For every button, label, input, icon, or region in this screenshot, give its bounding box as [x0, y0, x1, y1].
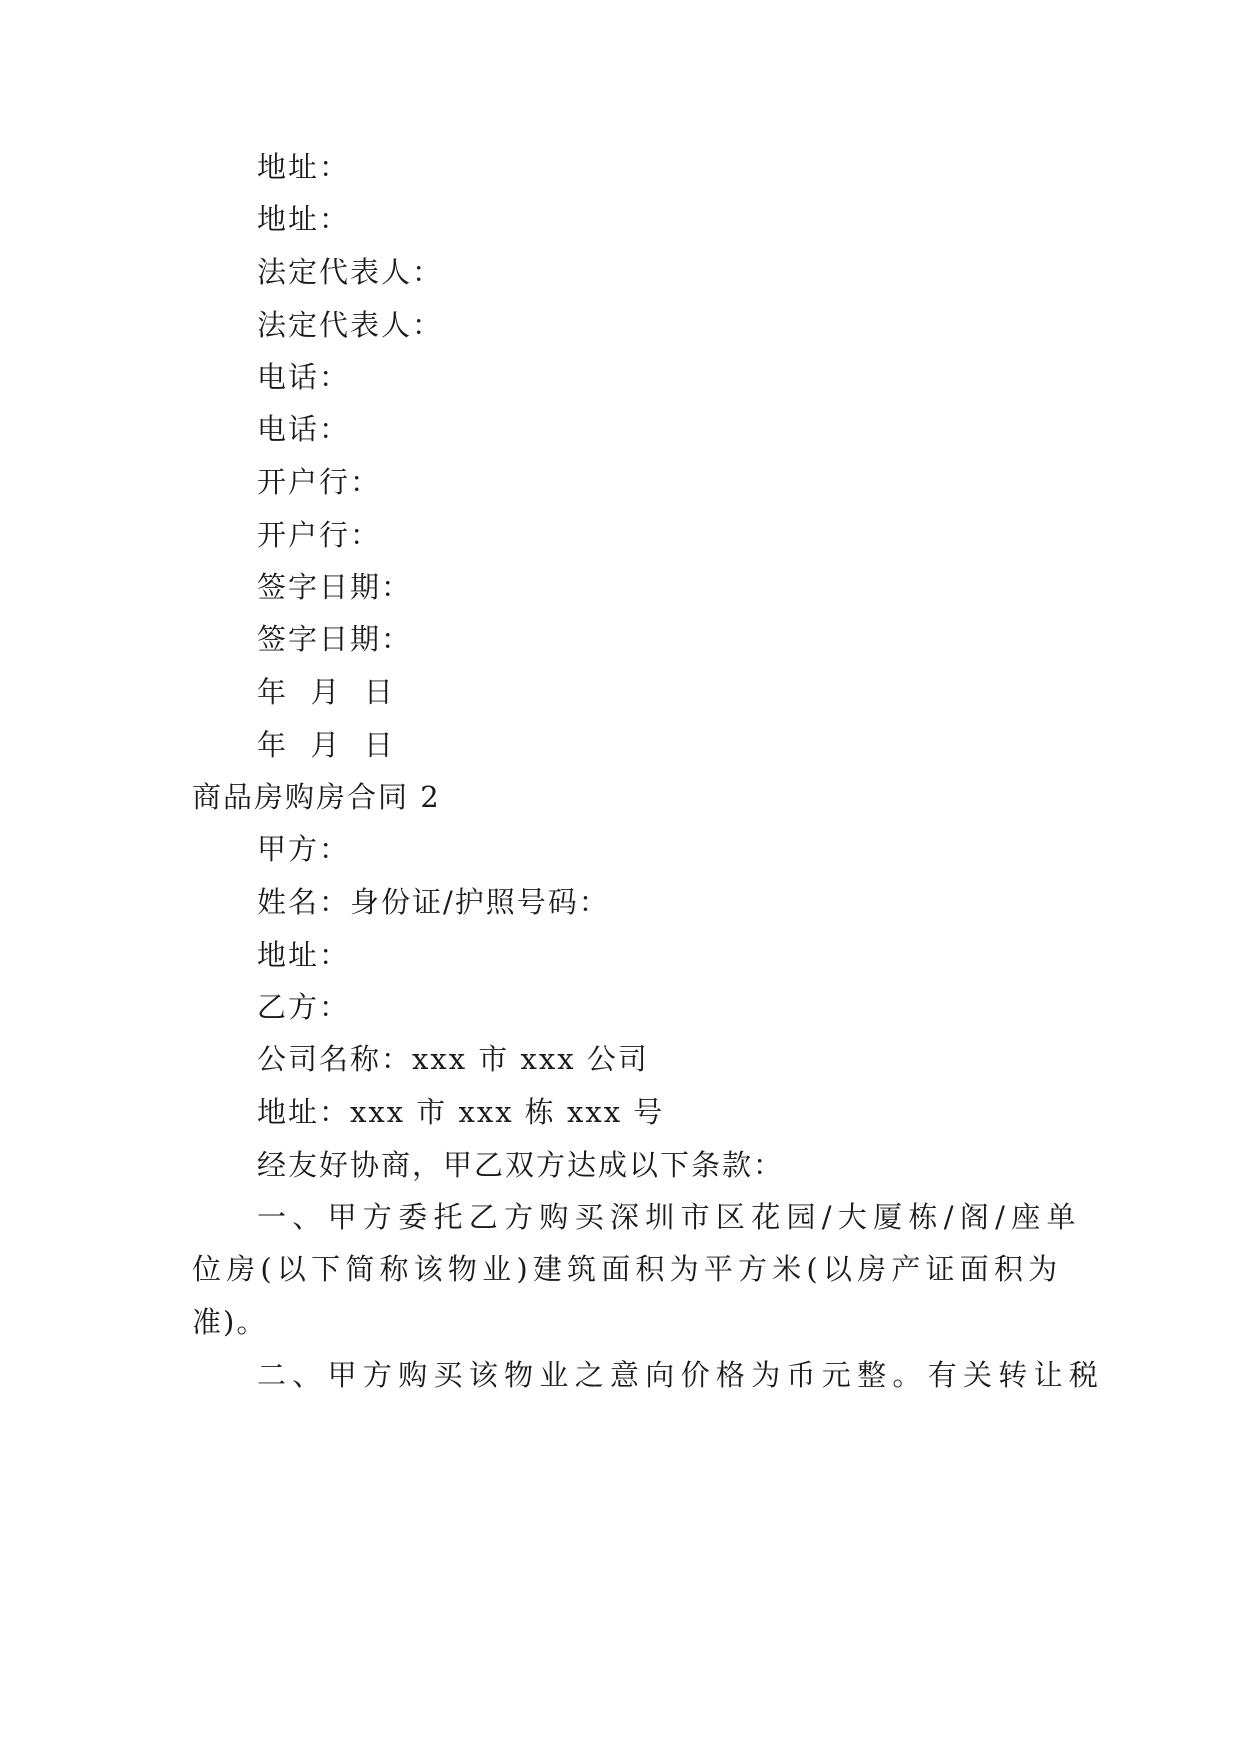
agreement-intro: 经友好协商，甲乙双方达成以下条款：	[257, 1148, 785, 1182]
company-name-line: 公司名称：xxx 市 xxx 公司	[257, 1042, 649, 1076]
phone-label-1: 电话：	[257, 360, 351, 394]
bank-label-2: 开户行：	[257, 518, 382, 552]
party-a-label: 甲方：	[257, 832, 351, 866]
clause-1-line-2: 位房(以下简称该物业)建筑面积为平方米(以房产证面积为	[192, 1252, 1063, 1286]
clause-2-line-1: 二、甲方购买该物业之意向价格为币元整。有关转让税	[257, 1358, 1105, 1392]
bank-label-1: 开户行：	[257, 465, 382, 499]
address-label-1: 地址：	[257, 150, 351, 184]
clause-1-line-3: 准)。	[192, 1305, 268, 1339]
section-title: 商品房购房合同 2	[192, 780, 441, 814]
clause-1-line-1: 一、甲方委托乙方购买深圳市区花园/大厦栋/阁/座单	[257, 1200, 1082, 1234]
sign-date-label-2: 签字日期：	[257, 622, 413, 656]
date-fields-2: 年 月 日	[257, 728, 395, 762]
company-address-line: 地址：xxx 市 xxx 栋 xxx 号	[257, 1095, 665, 1129]
party-b-label: 乙方：	[257, 990, 351, 1024]
date-fields-1: 年 月 日	[257, 675, 395, 709]
sign-date-label-1: 签字日期：	[257, 570, 413, 604]
legal-rep-label-2: 法定代表人：	[257, 308, 444, 342]
address-label-2: 地址：	[257, 202, 351, 236]
address-label-3: 地址：	[257, 938, 351, 972]
legal-rep-label-1: 法定代表人：	[257, 255, 444, 289]
phone-label-2: 电话：	[257, 412, 351, 446]
name-id-label: 姓名：身份证/护照号码：	[257, 885, 610, 919]
